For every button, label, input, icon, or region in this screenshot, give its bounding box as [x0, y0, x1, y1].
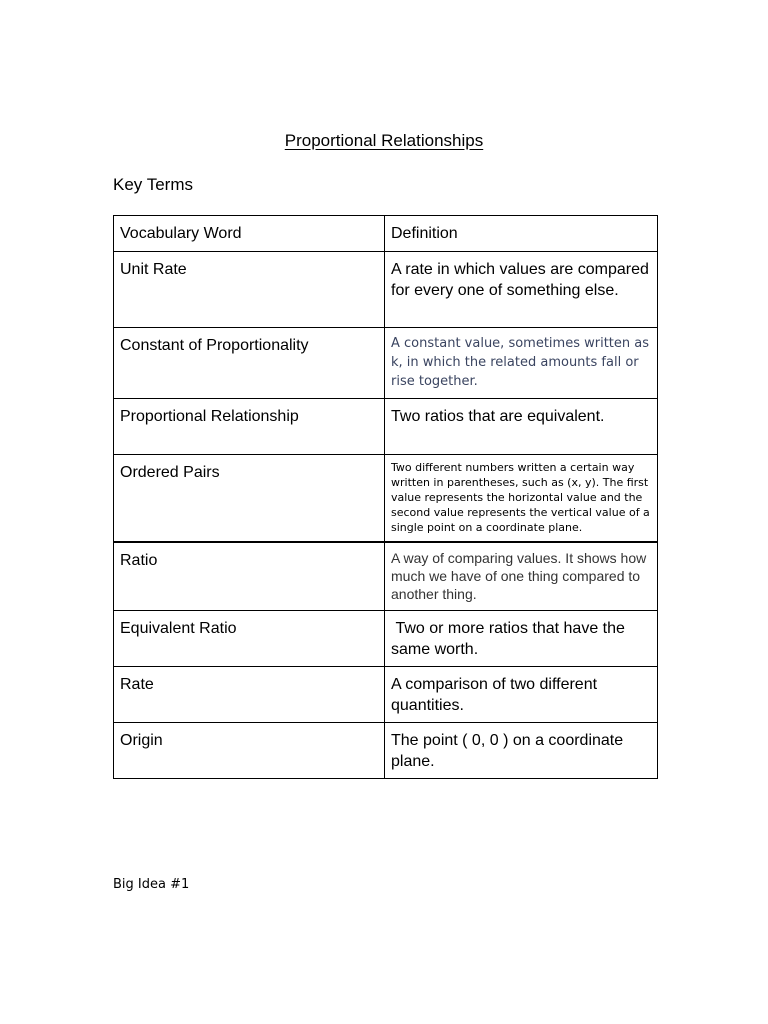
definition-cell: [385, 723, 658, 779]
definition-text: A way of comparing values. It shows how much we have of one thing compared to another thing.: [391, 549, 647, 602]
definition-cell: [385, 252, 658, 328]
definition-cell: [385, 455, 658, 542]
definition-text: Two ratios that are equivalent.: [391, 408, 605, 425]
definition-text: A rate in which values are compared for every one of something else.: [391, 261, 649, 299]
key-terms-table: [113, 215, 658, 779]
definition-text: A constant value, sometimes written as k, in which the related amounts fall or rise together.: [391, 336, 650, 389]
definition-text: The point ( 0, 0 ) on a coordinate plane.: [391, 732, 624, 770]
column-header-vocabulary: Vocabulary Word: [114, 216, 385, 252]
table-row: [114, 328, 658, 399]
term-cell: Unit Rate: [114, 252, 385, 328]
term-cell: Ordered Pairs: [114, 455, 385, 542]
table-row: [114, 399, 658, 455]
table-row: [114, 455, 658, 542]
table-row: [114, 723, 658, 779]
table-row: [114, 542, 658, 611]
definition-cell: [385, 667, 658, 723]
definition-text: A comparison of two different quantities.: [391, 676, 598, 714]
definition-text: Two different numbers written a certain way written in parentheses, such as (x, y). The first value represents the horizontal value and the second value represents the vertical value of a single point on a coordinate plane.: [391, 461, 650, 534]
table-header-row: [114, 216, 658, 252]
term-cell: Constant of Proportionality: [114, 328, 385, 399]
table-row: [114, 611, 658, 667]
column-header-definition: Definition: [385, 216, 658, 252]
table-row: [114, 667, 658, 723]
term-cell: Origin: [114, 723, 385, 779]
term-cell: Equivalent Ratio: [114, 611, 385, 667]
definition-cell: [385, 542, 658, 611]
page-title: Proportional Relationships: [284, 131, 484, 150]
section-heading: Key Terms: [113, 175, 193, 194]
definition-cell: [385, 399, 658, 455]
definition-cell: [385, 611, 658, 667]
term-cell: Ratio: [114, 542, 385, 611]
definition-cell: [385, 328, 658, 399]
term-cell: Rate: [114, 667, 385, 723]
table-row: [114, 252, 658, 328]
term-cell: Proportional Relationship: [114, 399, 385, 455]
definition-text: Two or more ratios that have the same worth.: [391, 620, 630, 658]
footer-text: Big Idea #1: [113, 877, 190, 892]
